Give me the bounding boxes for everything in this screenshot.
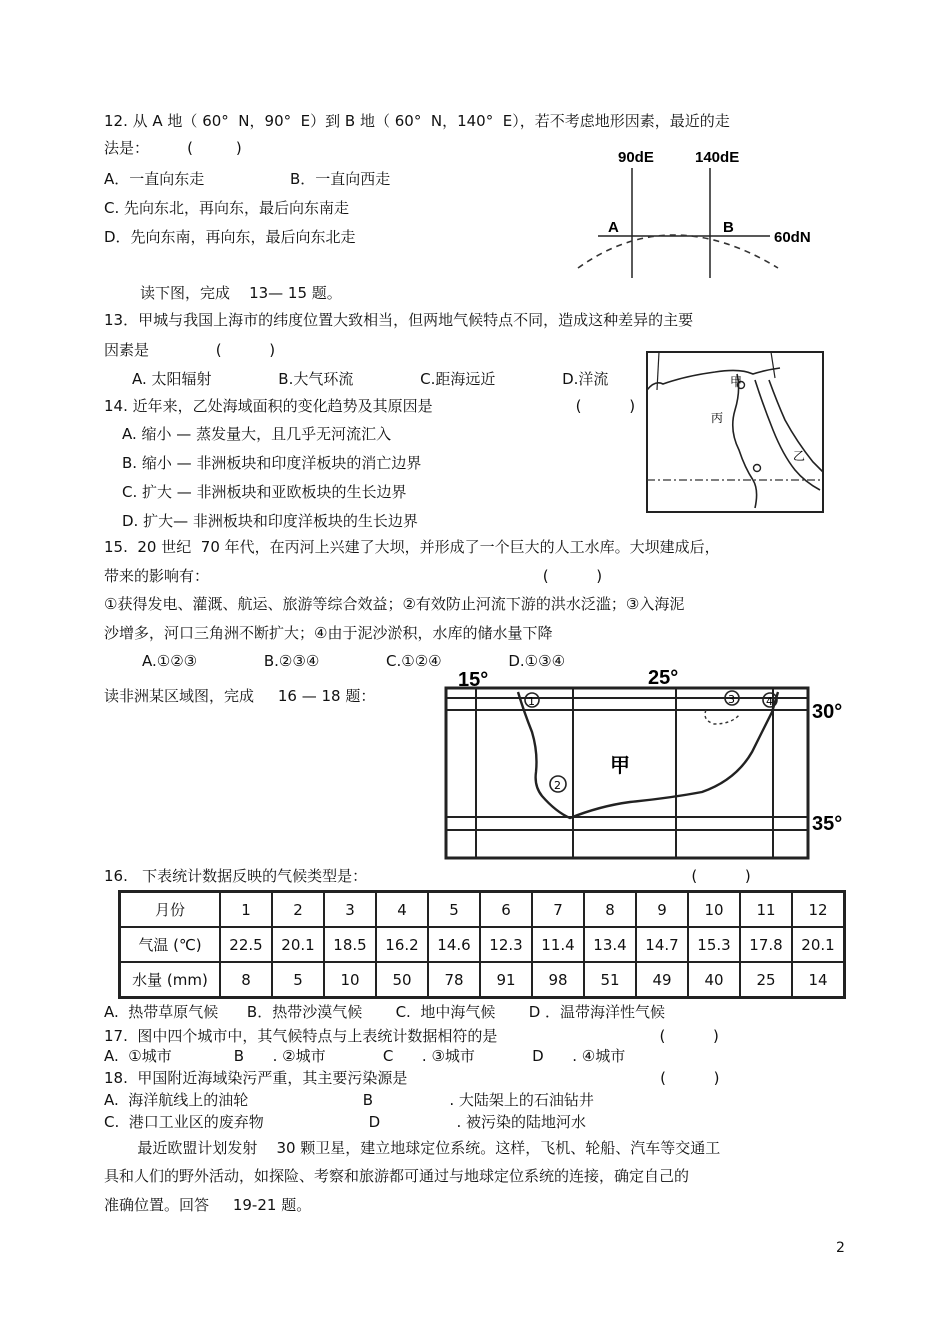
nile-region-map <box>645 350 825 515</box>
intro-16-18: 读非洲某区域图，完成 16 — 18 题： <box>104 687 376 705</box>
month-cell: 7 <box>532 892 584 928</box>
q15-line4: 沙增多，河口三角洲不断扩大；④由于泥沙淤积，水库的储水量下降 <box>104 624 553 642</box>
point-a-label: A <box>608 219 619 236</box>
para-19-line2: 具和人们的野外活动，如探险、考察和旅游都可通过与地球定位系统的连接，确定自己的 <box>104 1167 690 1185</box>
temp-cell: 14.6 <box>428 927 480 962</box>
temp-cell: 22.5 <box>220 927 272 962</box>
temp-cell: 16.2 <box>376 927 428 962</box>
month-cell: 3 <box>324 892 376 928</box>
month-cell: 9 <box>636 892 688 928</box>
month-cell: 4 <box>376 892 428 928</box>
city-1-label: 1 <box>528 695 535 708</box>
rain-cell: 51 <box>584 962 636 998</box>
month-cell: 5 <box>428 892 480 928</box>
temp-cell: 13.4 <box>584 927 636 962</box>
rain-cell: 5 <box>272 962 324 998</box>
q18-line1: 18. 甲国附近海域染污严重，其主要污染源是 ( ) <box>104 1069 720 1087</box>
q12-option-d: D．先向东南，再向东，最后向东北走 <box>104 228 356 246</box>
q12-option-b: B．一直向西走 <box>290 170 391 188</box>
temp-cell: 15.3 <box>688 927 740 962</box>
table-row <box>120 962 845 998</box>
label-25deg: 25° <box>648 667 679 689</box>
temp-cell: 20.1 <box>792 927 845 962</box>
q14-line1: 14. 近年来，乙处海域面积的变化趋势及其原因是 ( ) <box>104 397 636 415</box>
month-cell: 11 <box>740 892 792 928</box>
q18-options-ab: A. 海洋航线上的油轮 B . 大陆架上的石油钻井 <box>104 1091 594 1109</box>
q18-options-cd: C. 港口工业区的废弃物 D . 被污染的陆地河水 <box>104 1113 587 1131</box>
temp-cell: 12.3 <box>480 927 532 962</box>
para-19-line1: 最近欧盟计划发射 30 颗卫星，建立地球定位系统。这样，飞机、轮船、汽车等交通工 <box>104 1139 721 1157</box>
q13-line2: 因素是 ( ) <box>104 341 276 359</box>
para-19-line3: 准确位置。回答 19-21 题。 <box>104 1196 312 1214</box>
temp-cell: 20.1 <box>272 927 324 962</box>
rain-cell: 14 <box>792 962 845 998</box>
q14-option-d: D. 扩大— 非洲板块和印度洋板块的生长边界 <box>122 512 418 530</box>
month-cell: 10 <box>688 892 740 928</box>
page-number: 2 <box>836 1240 845 1256</box>
q15-line2: 带来的影响有： ( ) <box>104 567 603 585</box>
south-africa-map <box>440 662 860 862</box>
rain-cell: 91 <box>480 962 532 998</box>
q16-line1: 16. 下表统计数据反映的气候类型是： ( ) <box>104 867 751 885</box>
header-temperature: 气温 (℃) <box>120 927 221 962</box>
q12-route-figure <box>570 140 830 280</box>
city-3-label: 3 <box>728 693 735 706</box>
q15-options: A.①②③ B.②③④ C.①②④ D.①③④ <box>142 652 566 670</box>
label-140e: 140dE <box>695 149 740 166</box>
city-4-label: 4 <box>766 695 773 708</box>
label-90e: 90dE <box>618 149 654 166</box>
month-cell: 2 <box>272 892 324 928</box>
q12-option-a: A．一直向东走 <box>104 170 205 188</box>
temp-cell: 17.8 <box>740 927 792 962</box>
label-30deg: 30° <box>812 701 843 723</box>
q17-line1: 17. 图中四个城市中，其气候特点与上表统计数据相符的是 ( ) <box>104 1027 719 1045</box>
header-rainfall: 水量 (mm) <box>120 962 221 998</box>
q15-line3: ①获得发电、灌溉、航运、旅游等综合效益；②有效防止河流下游的洪水泛滥；③入海泥 <box>104 595 685 613</box>
q14-option-c: C. 扩大 — 非洲板块和亚欧板块的生长边界 <box>122 483 407 501</box>
label-35deg: 35° <box>812 813 843 835</box>
table-row <box>120 927 845 962</box>
q15-line1: 15. 20 世纪 70 年代，在丙河上兴建了大坝，并形成了一个巨大的人工水库。大坝建成后， <box>104 538 720 556</box>
label-jia-country: 甲 <box>610 753 630 777</box>
label-15deg: 15° <box>458 669 489 691</box>
label-yi: 乙 <box>793 449 806 463</box>
rain-cell: 8 <box>220 962 272 998</box>
q12-line2: 法是： ( ) <box>104 139 242 157</box>
temp-cell: 18.5 <box>324 927 376 962</box>
month-cell: 12 <box>792 892 845 928</box>
label-60n: 60dN <box>774 229 811 246</box>
intro-13-15: 读下图，完成 13— 15 题。 <box>140 284 342 302</box>
q12-option-c: C. 先向东北，再向东，最后向东南走 <box>104 199 350 217</box>
month-cell: 6 <box>480 892 532 928</box>
table-row <box>120 892 845 928</box>
rain-cell: 10 <box>324 962 376 998</box>
climate-table <box>118 890 846 999</box>
city-2-label: 2 <box>554 779 561 792</box>
month-cell: 1 <box>220 892 272 928</box>
q16-options: A. 热带草原气候 B．热带沙漠气候 C. 地中海气候 D ．温带海洋性气候 <box>104 1003 666 1021</box>
rain-cell: 98 <box>532 962 584 998</box>
q13-line1: 13．甲城与我国上海市的纬度位置大致相当，但两地气候特点不同，造成这种差异的主要 <box>104 311 694 329</box>
rain-cell: 49 <box>636 962 688 998</box>
rain-cell: 78 <box>428 962 480 998</box>
label-jia: 甲 <box>730 375 743 389</box>
q17-options: A. ①城市 B . ②城市 C . ③城市 D . ④城市 <box>104 1047 626 1065</box>
label-bing: 丙 <box>711 411 724 425</box>
point-b-label: B <box>723 219 734 236</box>
rain-cell: 50 <box>376 962 428 998</box>
temp-cell: 11.4 <box>532 927 584 962</box>
q12-line1: 12. 从 A 地（ 60° N，90° E）到 B 地（ 60° N，140° E），若不考虑地形因素，最近的走 <box>104 112 730 130</box>
rain-cell: 40 <box>688 962 740 998</box>
q14-option-a: A. 缩小 — 蒸发量大，且几乎无河流汇入 <box>122 425 392 443</box>
month-cell: 8 <box>584 892 636 928</box>
q14-option-b: B. 缩小 — 非洲板块和印度洋板块的消亡边界 <box>122 454 422 472</box>
rain-cell: 25 <box>740 962 792 998</box>
q13-options: A. 太阳辐射 B.大气环流 C.距海远近 D.洋流 <box>132 370 609 388</box>
header-month: 月份 <box>120 892 221 928</box>
temp-cell: 14.7 <box>636 927 688 962</box>
